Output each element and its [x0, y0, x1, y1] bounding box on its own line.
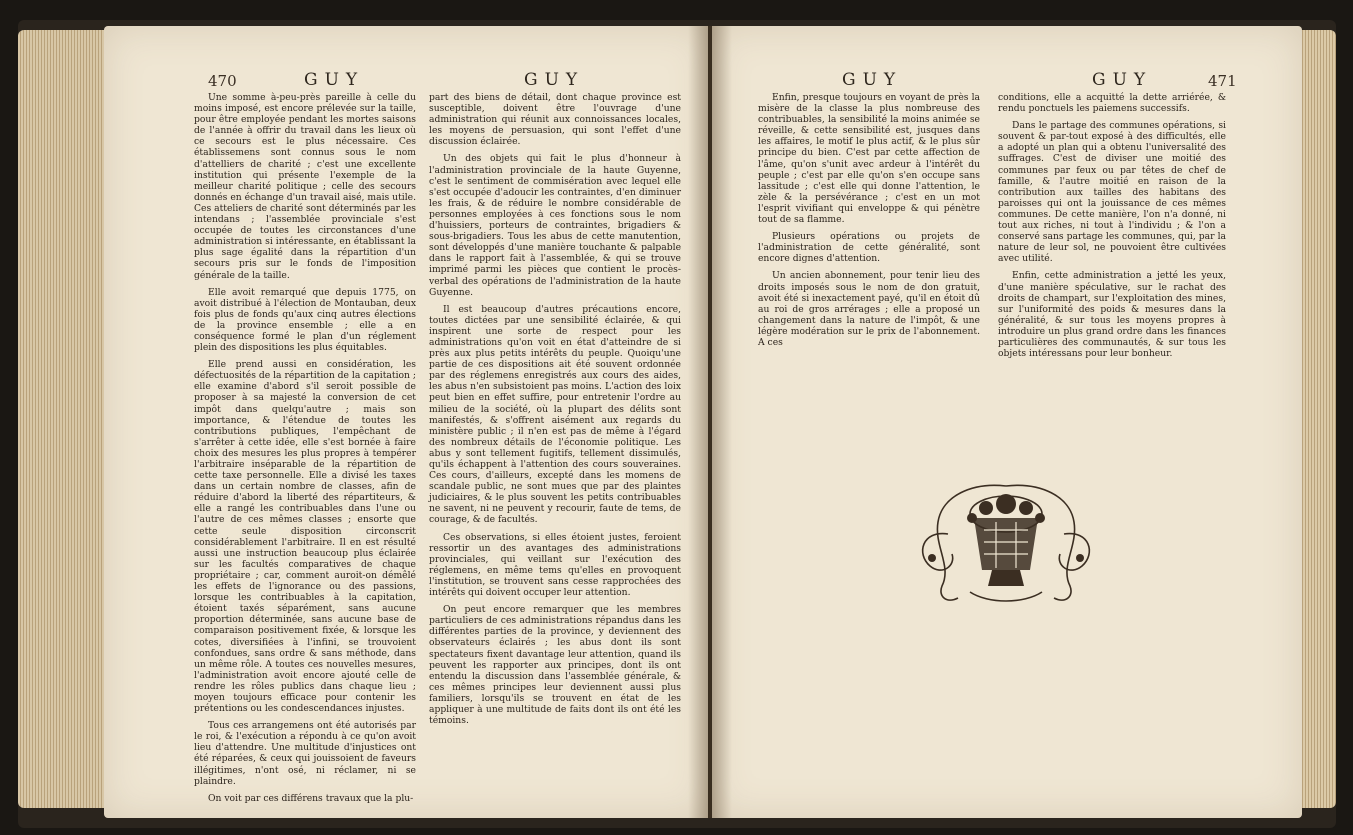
right-page [712, 26, 1302, 818]
paragraph: On voit par ces différens travaux que la plu- [208, 792, 414, 804]
paragraph: On peut encore remarquer que les membres particuliers de ces administrations répandus dans les différentes parties de la province, y deviennent des observateurs éclairés ; les abus dont ils sont spectateurs fixent davantage leur attention, quand ils peuvent les rapporter aux principes, dont ils ont entendu la discussion dans l'assemblée générale, & ces mêmes principes leur deviennent aussi plus familiers, lorsqu'ils se trouvent en état de les appliquer à une multitude de faits dont ils ont été les témoins. [429, 604, 681, 727]
paragraph: Elle avoit remarqué que depuis 1775, on avoit distribué à l'élection de Montauban, deux fois plus de fonds qu'aux cinq autres élections de la province ensemble ; elle a en conséquence formé le plan d'un réglement plein des dispositions les plus équitables. [194, 286, 416, 354]
paragraph: Enfin, presque toujours en voyant de près la misère de la classe la plus nombreuse des contribuables, la sensibilité la moins animée se réveille, & cette sensibilité est, jusques dans les affaires, le motif le plus actif, & le plus sûr principe du bien. C'est par cette affection de l'âme, qu'on s'unit avec ardeur à l'intérêt du peuple ; c'est par elle qu'on s'en occupe sans lassitude ; c'est elle qui donne l'attention, le zèle & la persévérance ; c'est en un mot l'esprit vivifiant qui enveloppe & qui pénètre tout de sa flamme. [758, 92, 980, 226]
paragraph: Dans le partage des communes opérations, si souvent & par-tout exposé à des difficultés, elle a adopté un plan qui a obtenu l'universalité des suffrages. C'est de diviser une moitié des communes par feux ou par têtes de chef de famille, & l'autre moitié en raison de la contribution aux tailles des habitans des paroisses qui ont la jouissance de ces mêmes communes. De cette manière, l'on n'a donné, ni tout aux riches, ni tout à l'individu ; & l'on a conservé sans partage les communes, qui, par la nature de leur sol, ne pouvoient être cultivées avec utilité. [998, 120, 1226, 265]
book-spread [18, 20, 1336, 828]
paragraph: part des biens de détail, dont chaque province est susceptible, doivent être l'ouvrage d'une administration qui réunit aux connoissances locales, les moyens de persuasion, qui sont l'effet d'une discussion éclairée. [429, 92, 681, 148]
right-page-column-1 [758, 92, 980, 354]
running-head-left-1: GUY [304, 70, 365, 90]
left-page-column-1 [194, 92, 416, 810]
paragraph: Elle prend aussi en considération, les défectuosités de la répartition de la capitation ; elle examine d'abord s'il seroit possible de proposer à sa majesté la conversion de cet impôt dans quelqu'autre ; mais son importance, & l'étendue de toutes les contributions publiques, l'empêchant de s'arrêter à cette idée, elle s'est bornée à faire choix des mesures les plus propres à tempérer l'arbitraire inséparable de la répartition de cette taxe personnelle. Elle a divisé les taxes dans un certain nombre de classes, afin de réduire d'abord la liberté des répartiteurs, & elle a rangé les contribuables dans l'une ou l'autre de ces mêmes classes ; ensorte que cette seule disposition circonscrit considérablement l'arbitraire. Il en est résulté aussi une instruction beaucoup plus éclairée sur les facultés comparatives de chaque propriétaire ; car, comment auroit-on démêlé les effets de l'ignorance ou des passions, lorsque les contribuables à la capitation, étoient taxés séparément, sans aucune proportion déterminée, sans aucune base de comparaison positivement fixée, & lorsque les cotes, diversifiées à l'infini, se trouvoient confondues, sans ordre & sans méthode, dans un même rôle. A toutes ces nouvelles mesures, l'administration avoit encore ajouté celle de rendre les rôles publics dans chaque lieu ; moyen toujours efficace pour contenir les prétentions ou les condescendances injustes. [194, 359, 416, 715]
paragraph: Un des objets qui fait le plus d'honneur à l'administration provinciale de la haute Guyenne, c'est le sentiment de commisération avec lequel elle s'est occupée d'adoucir les contraintes, d'en diminuer les frais, & de réduire le nombre considérable de personnes employées à ces fonctions sous le nom d'huissiers, porteurs de contraintes, brigadiers & sous-brigadiers. Tous les abus de cette manutention, sont développés d'une manière touchante & palpable dans le rapport fait à l'assemblée, & qui se trouve imprimé parmi les pièces que contient le procès-verbal des opérations de l'administration de la haute Guyenne. [429, 153, 681, 298]
tailpiece-ornament-icon [912, 474, 1100, 612]
paragraph: conditions, elle a acquitté la dette arriérée, & rendu ponctuels les paiemens successifs. [998, 92, 1226, 115]
paragraph: Ces observations, si elles étoient justes, feroient ressortir un des avantages des administrations provinciales, qui veillant sur l'exécution des réglemens, en même tems qu'elles en provoquent l'institution, se trouvent sans cesse rapprochées des intérêts qui doivent occuper leur attention. [429, 531, 681, 599]
page-number-left: 470 [208, 72, 237, 90]
paragraph: Une somme à-peu-près pareille à celle du moins imposé, est encore prélevée sur la taille, pour être employée pendant les mortes saisons de l'année à offrir du travail dans les lieux où ce secours est le plus nécessaire. Ces établissemens sont connus sous le nom d'attelliers de charité ; c'est une excellente institution qui présente l'exemple de la meilleur charité politique ; celle des secours donnés en échange d'un travail aisé, mais utile. Ces atteliers de charité sont déterminés par les intendans ; l'assemblée provinciale s'est occupée de toutes les circonstances d'une administration si intéressante, en établissant la plus sage égalité dans la répartition d'un secours pris sur le fonds de l'imposition générale de la taille. [194, 92, 416, 281]
paragraph: Un ancien abonnement, pour tenir lieu des droits imposés sous le nom de don gratuit, avoit été si inexactement payé, qu'il en étoit dû au roi de gros arrérages ; elle a proposé un changement dans la nature de l'impôt, & une légère modération sur le prix de l'abonnement. A ces [758, 270, 980, 348]
book-gutter [688, 26, 732, 818]
left-page-edges [18, 30, 110, 808]
paragraph: Il est beaucoup d'autres précautions encore, toutes dictées par une sensibilité éclairée, & qui inspirent une sorte de respect pour les administrations qu'on voit en état d'atteindre de si près aux plus petits intérêts du peuple. Quoiqu'une partie de ces dispositions ait été souvent ordonnée par des réglemens enregistrés aux cours des aides, les abus n'en subsistoient pas moins. L'action des loix peut bien en effet suffire, pour entretenir l'ordre au milieu de la société, où la plupart des délits sont manifestés, & s'offrent aisément aux regards du ministère public ; il n'en est pas de même à l'égard des nombreux détails de l'économie politique. Les abus y sont tellement fugitifs, tellement dissimulés, qu'ils échappent à l'attention des cours souveraines. Ces cours, d'ailleurs, excepté dans les momens de scandale public, ne sont mues que par des plaintes judiciaires, & le plus souvent les petits contribuables ne savent, ni ne peuvent y recourir, faute de tems, de courage, & de facultés. [429, 303, 681, 526]
paragraph: Enfin, cette administration a jetté les yeux, d'une manière spéculative, sur le rachat des droits de champart, sur l'exploitation des mines, sur l'uniformité des poids & mesures dans la généralité, & sur tous les moyens propres à introduire un plus grand ordre dans les finances particulières des communautés, & sur tous les objets intéressans pour leur bonheur. [998, 270, 1226, 360]
page-number-right: 471 [1208, 72, 1237, 90]
paragraph: Plusieurs opérations ou projets de l'administration de cette généralité, sont encore dignes d'attention. [758, 231, 980, 265]
paragraph: Tous ces arrangemens ont été autorisés par le roi, & l'exécution a répondu à ce qu'on avoit lieu d'attendre. Une multitude d'injustices ont été réparées, & ceux qui jouissoient de faveurs illégitimes, n'ont osé, ni réclamer, ni se plaindre. [194, 720, 416, 787]
left-page [104, 26, 708, 818]
running-head-right-2: GUY [1092, 70, 1153, 90]
running-head-right-1: GUY [842, 70, 903, 90]
right-page-edges [1296, 30, 1336, 808]
left-page-column-2 [429, 92, 681, 732]
running-head-left-2: GUY [524, 70, 585, 90]
right-page-column-2 [998, 92, 1226, 365]
